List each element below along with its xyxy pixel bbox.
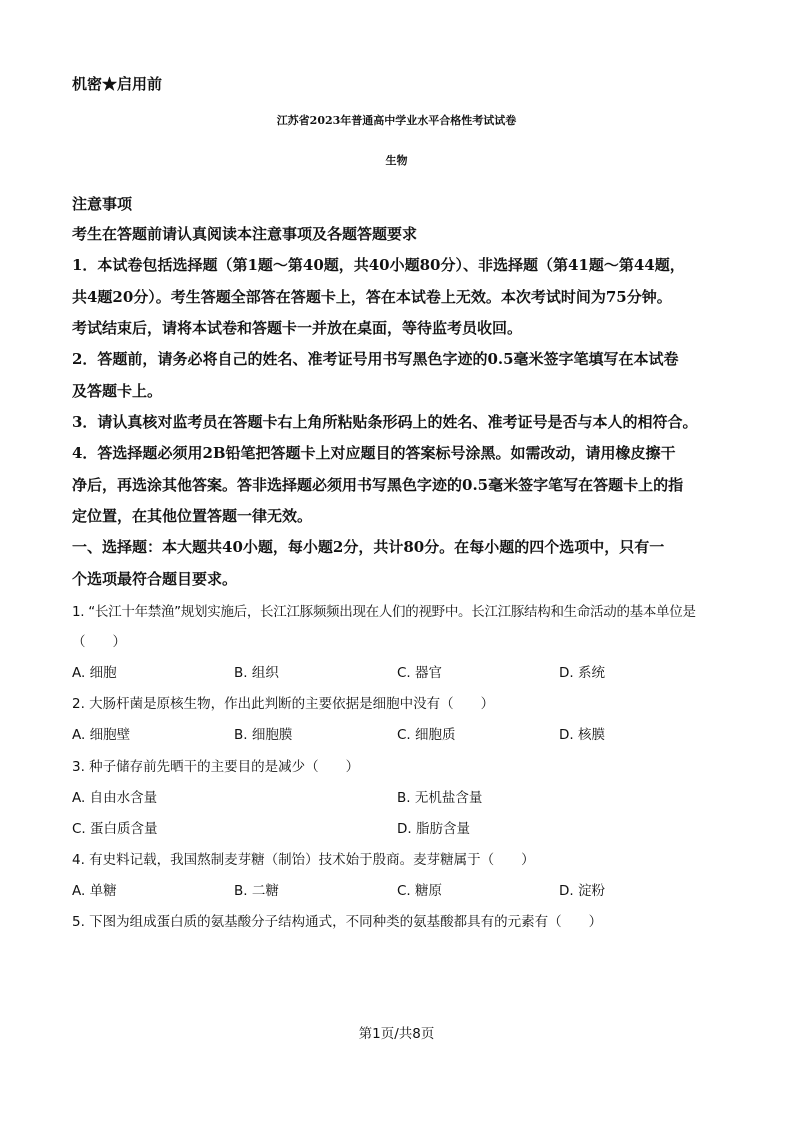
question-5-stem: 5. 下图为组成蛋白质的氨基酸分子结构通式，不同种类的氨基酸都具有的元素有（ ） [72,914,603,930]
q2-option-c[interactable]: C. 细胞质 [397,727,456,743]
q2-option-a[interactable]: A. 细胞壁 [72,727,131,743]
page-number: 第1页/共8页 [358,1026,435,1042]
question-3-stem: 3. 种子储存前先晒干的主要目的是减少（ ） [72,759,360,775]
confidential-label: 机密★启用前 [72,75,163,93]
section-heading: 一、选择题：本大题共40小题，每小题2分，共计80分。在每小题的四个选项中，只有一 [72,538,665,556]
notice-line: 考试结束后，请将本试卷和答题卡一并放在桌面，等待监考员收回。 [72,319,523,337]
notice-line: 共4题20分）。考生答题全部答在答题卡上，答在本试卷上无效。本次考试时间为75分钟。 [72,288,672,306]
notice-line: 及答题卡上。 [72,382,163,400]
notice-heading: 注意事项 [72,195,133,213]
q3-option-b[interactable]: B. 无机盐含量 [397,790,483,806]
q1-option-b[interactable]: B. 组织 [234,665,279,681]
q2-option-b[interactable]: B. 细胞膜 [234,727,293,743]
q4-option-d[interactable]: D. 淀粉 [559,883,605,899]
exam-title: 江苏省2023年普通高中学业水平合格性考试试卷 [276,114,517,127]
q4-option-c[interactable]: C. 糖原 [397,883,443,899]
q3-option-c[interactable]: C. 蛋白质含量 [72,821,158,837]
notice-line: 2．答题前，请务必将自己的姓名、准考证号用书写黑色字迹的0.5毫米签字笔填写在本试卷 [72,350,679,368]
q4-option-b[interactable]: B. 二糖 [234,883,279,899]
q1-option-c[interactable]: C. 器官 [397,665,443,681]
q1-option-a[interactable]: A. 细胞 [72,665,117,681]
notice-line: 净后，再选涂其他答案。答非选择题必须用书写黑色字迹的0.5毫米签字笔写在答题卡上的指 [72,476,684,494]
notice-line: 定位置，在其他位置答题一律无效。 [72,507,313,525]
q3-option-d[interactable]: D. 脂肪含量 [397,821,470,837]
q3-option-a[interactable]: A. 自由水含量 [72,790,158,806]
question-1-paren: （ ） [72,634,126,650]
q1-option-d[interactable]: D. 系统 [559,665,605,681]
q2-option-d[interactable]: D. 核膜 [559,727,605,743]
notice-line: 1．本试卷包括选择题（第1题～第40题，共40小题80分）、非选择题（第41题～第44题， [72,256,685,274]
notice-intro: 考生在答题前请认真阅读本注意事项及各题答题要求 [72,225,418,243]
question-2-stem: 2. 大肠杆菌是原核生物，作出此判断的主要依据是细胞中没有（ ） [72,696,495,712]
subject-title: 生物 [385,154,408,167]
notice-line: 3．请认真核对监考员在答题卡右上角所粘贴条形码上的姓名、准考证号是否与本人的相符合。 [72,413,698,431]
question-4-stem: 4. 有史料记载，我国熬制麦芽糖（制饴）技术始于殷商。麦芽糖属于（ ） [72,852,535,868]
q4-option-a[interactable]: A. 单糖 [72,883,117,899]
notice-line: 4．答选择题必须用2B铅笔把答题卡上对应题目的答案标号涂黑。如需改动，请用橡皮擦干 [72,444,676,462]
section-heading-cont: 个选项最符合题目要求。 [72,570,238,588]
question-1-stem: 1. “长江十年禁渔”规划实施后，长江江豚频频出现在人们的视野中。长江江豚结构和生命活动的基本单位是 [72,604,696,620]
